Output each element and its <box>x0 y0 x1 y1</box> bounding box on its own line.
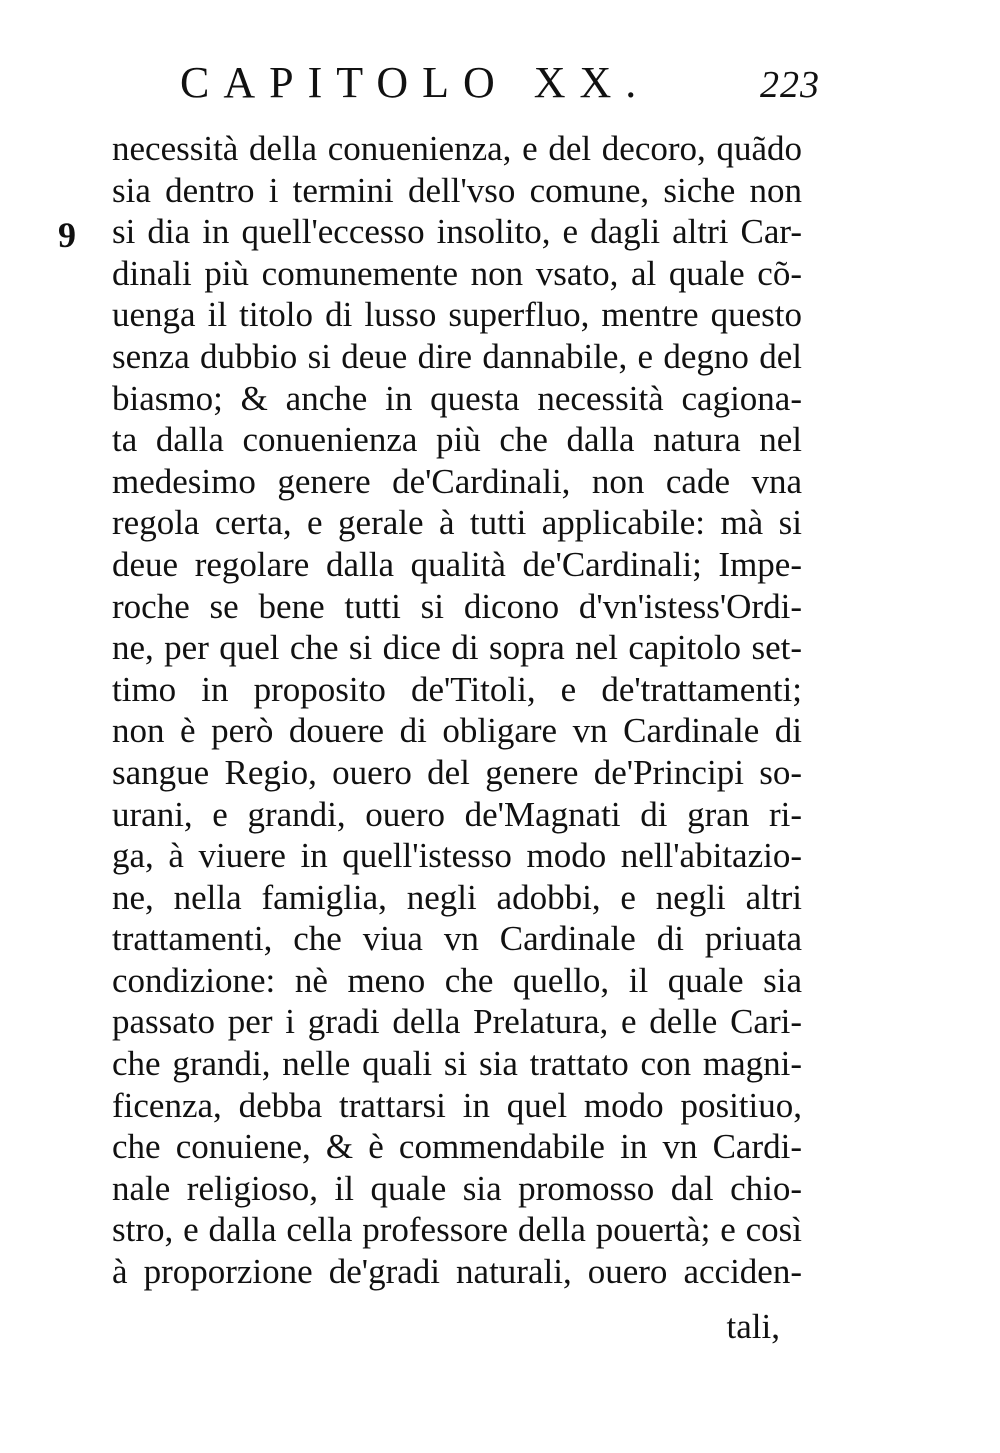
text-line: medesimo genere de'Cardinali, non cade vna <box>112 461 802 501</box>
text-line: si dia in quell'eccesso insolito, e dagli altri Car- <box>112 212 802 252</box>
text-line: sangue Regio, ouero del genere de'Principi so- <box>112 752 802 792</box>
text-line: necessità della conuenienza, e del decoro, quãdo <box>112 129 802 168</box>
text-line: ta dalla conuenienza più che dalla natura nel <box>112 420 802 460</box>
text-line: ne, per quel che si dice di sopra nel capitolo set- <box>112 628 802 668</box>
catchword: tali, <box>726 1307 780 1346</box>
text-line: sia dentro i termini dell'vso comune, siche non <box>112 170 802 210</box>
text-line: non è però douere di obligare vn Cardinale di <box>112 711 802 751</box>
text-line: che grandi, nelle quali si sia trattato con magni- <box>112 1044 802 1084</box>
text-line: timo in proposito de'Titoli, e de'trattamenti; <box>112 669 802 709</box>
text-line: à proporzione de'gradi naturali, ouero acciden- <box>112 1252 802 1292</box>
page-header <box>180 58 820 108</box>
text-line: nale religioso, il quale sia promosso dal chio- <box>112 1168 802 1208</box>
text-line: dinali più comunemente non vsato, al quale cõ- <box>112 253 802 293</box>
text-line: ficenza, debba trattarsi in quel modo positiuo, <box>112 1085 802 1125</box>
text-line: uenga il titolo di lusso superfluo, mentre questo <box>112 295 802 335</box>
text-line: stro, e dalla cella professore della pouertà; e così <box>112 1210 802 1250</box>
page-number: 223 <box>760 64 820 106</box>
text-line: deue regolare dalla qualità de'Cardinali; Impe- <box>112 544 802 584</box>
text-line: che conuiene, & è commendabile in vn Cardi- <box>112 1127 802 1167</box>
text-line: condizione: nè meno che quello, il quale sia <box>112 960 802 1000</box>
text-line: regola certa, e gerale à tutti applicabile: mà si <box>112 503 802 543</box>
text-line: ne, nella famiglia, negli adobbi, e negli altri <box>112 877 802 917</box>
text-line: trattamenti, che viua vn Cardinale di priuata <box>112 919 802 959</box>
text-line: passato per i gradi della Prelatura, e delle Cari- <box>112 1002 802 1042</box>
text-line: roche se bene tutti si dicono d'vn'istess'Ordi- <box>112 586 802 626</box>
margin-note: 9 <box>58 215 76 255</box>
text-line: biasmo; & anche in questa necessità cagiona- <box>112 378 802 418</box>
running-title: CAPITOLO XX. <box>180 58 651 107</box>
body-text <box>112 128 802 1293</box>
text-line: ga, à viuere in quell'istesso modo nell'abitazio- <box>112 836 802 876</box>
text-line: urani, e grandi, ouero de'Magnati di gran ri- <box>112 794 802 834</box>
text-line: senza dubbio si deue dire dannabile, e degno del <box>112 336 802 376</box>
